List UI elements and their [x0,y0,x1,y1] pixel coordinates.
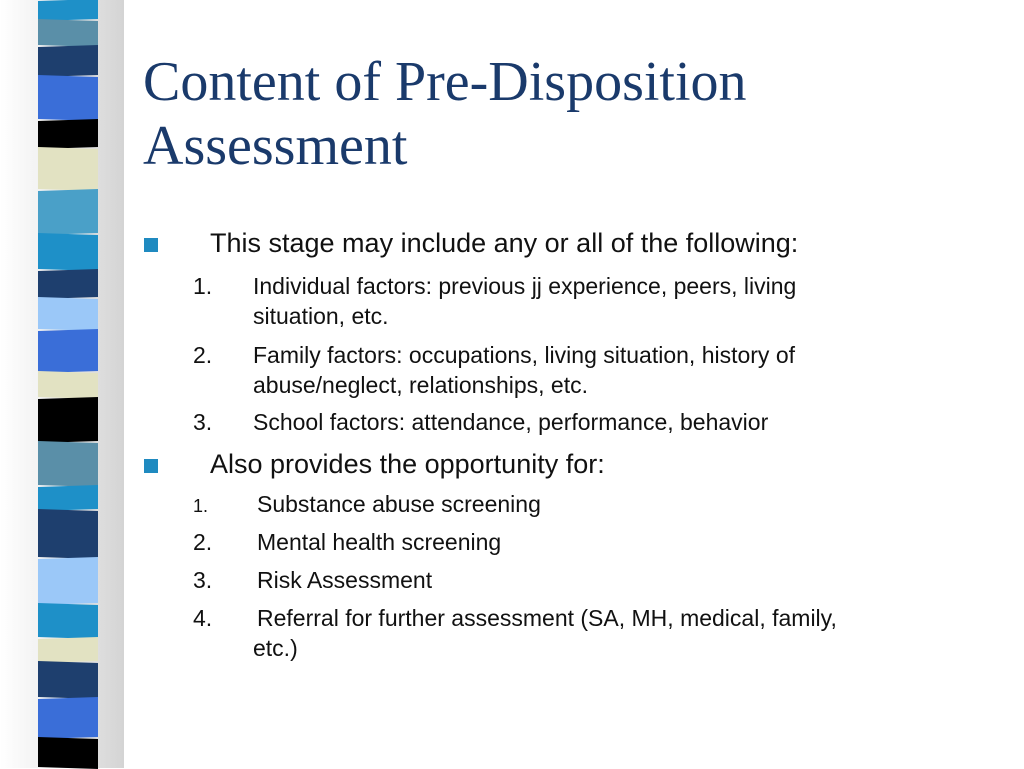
stripe-segment [38,485,98,511]
list-item-line-2: situation, etc. [253,303,389,329]
stripe-segment [38,557,98,605]
stripe-segment [38,637,98,663]
stripe-segment [38,737,98,769]
list-number: 3. [193,409,213,435]
stripe-segment [38,509,98,559]
title-line-1: Content of Pre-Disposition [143,51,747,113]
stripe-segment [38,0,98,21]
square-bullet-icon [144,459,158,473]
stripe-segment [38,233,98,271]
stripe-segment [38,297,98,331]
section-heading: Also provides the opportunity for: [210,449,605,479]
stripe-segment [38,397,98,443]
stripe-segment [38,189,98,235]
list-item-line-1: Mental health screening [257,529,502,555]
list-item-line-1: Family factors: occupations, living situation, history of [253,342,796,368]
list-item-line-2: etc.) [253,635,298,661]
section-heading: This stage may include any or all of the following: [210,228,799,258]
stripe-segment [38,441,98,487]
list-item [253,407,993,437]
stripe-segment [38,603,98,639]
list-item-line-2: abuse/neglect, relationships, etc. [253,372,588,398]
list-item-line-1: Referral for further assessment (SA, MH, medical, family, [257,605,837,631]
list-number: 2. [193,342,213,368]
list-item-line-1: Individual factors: previous jj experience, peers, living [253,273,797,299]
list-item-line-1: School factors: attendance, performance, behavior [253,409,769,435]
list-item [253,271,993,331]
list-item-line-1: Substance abuse screening [257,491,541,517]
list-number: 3. [193,567,213,593]
list-item-line-1: Risk Assessment [257,567,433,593]
list-number: 2. [193,529,213,555]
stripe-segment [38,147,98,191]
stripe-segment [38,119,98,149]
stripe-segment [38,269,98,299]
stripe-segment [38,19,98,47]
list-item [253,340,993,400]
square-bullet-icon [144,238,158,252]
list-item [257,489,997,519]
decorative-stripe [0,0,124,768]
stripe-segment [38,329,98,373]
stripe-segment [38,661,98,699]
stripe-segment [38,697,98,739]
slide-title [143,50,1003,178]
list-number: 1. [193,496,209,516]
list-number: 4. [193,605,213,631]
list-item [257,527,997,557]
list-item [257,565,997,595]
stripe-segment [38,75,98,121]
stripe-segment [38,45,98,77]
list-item [253,603,997,663]
title-line-2: Assessment [143,115,408,177]
stripe-segment [38,371,98,399]
list-number: 1. [193,273,213,299]
